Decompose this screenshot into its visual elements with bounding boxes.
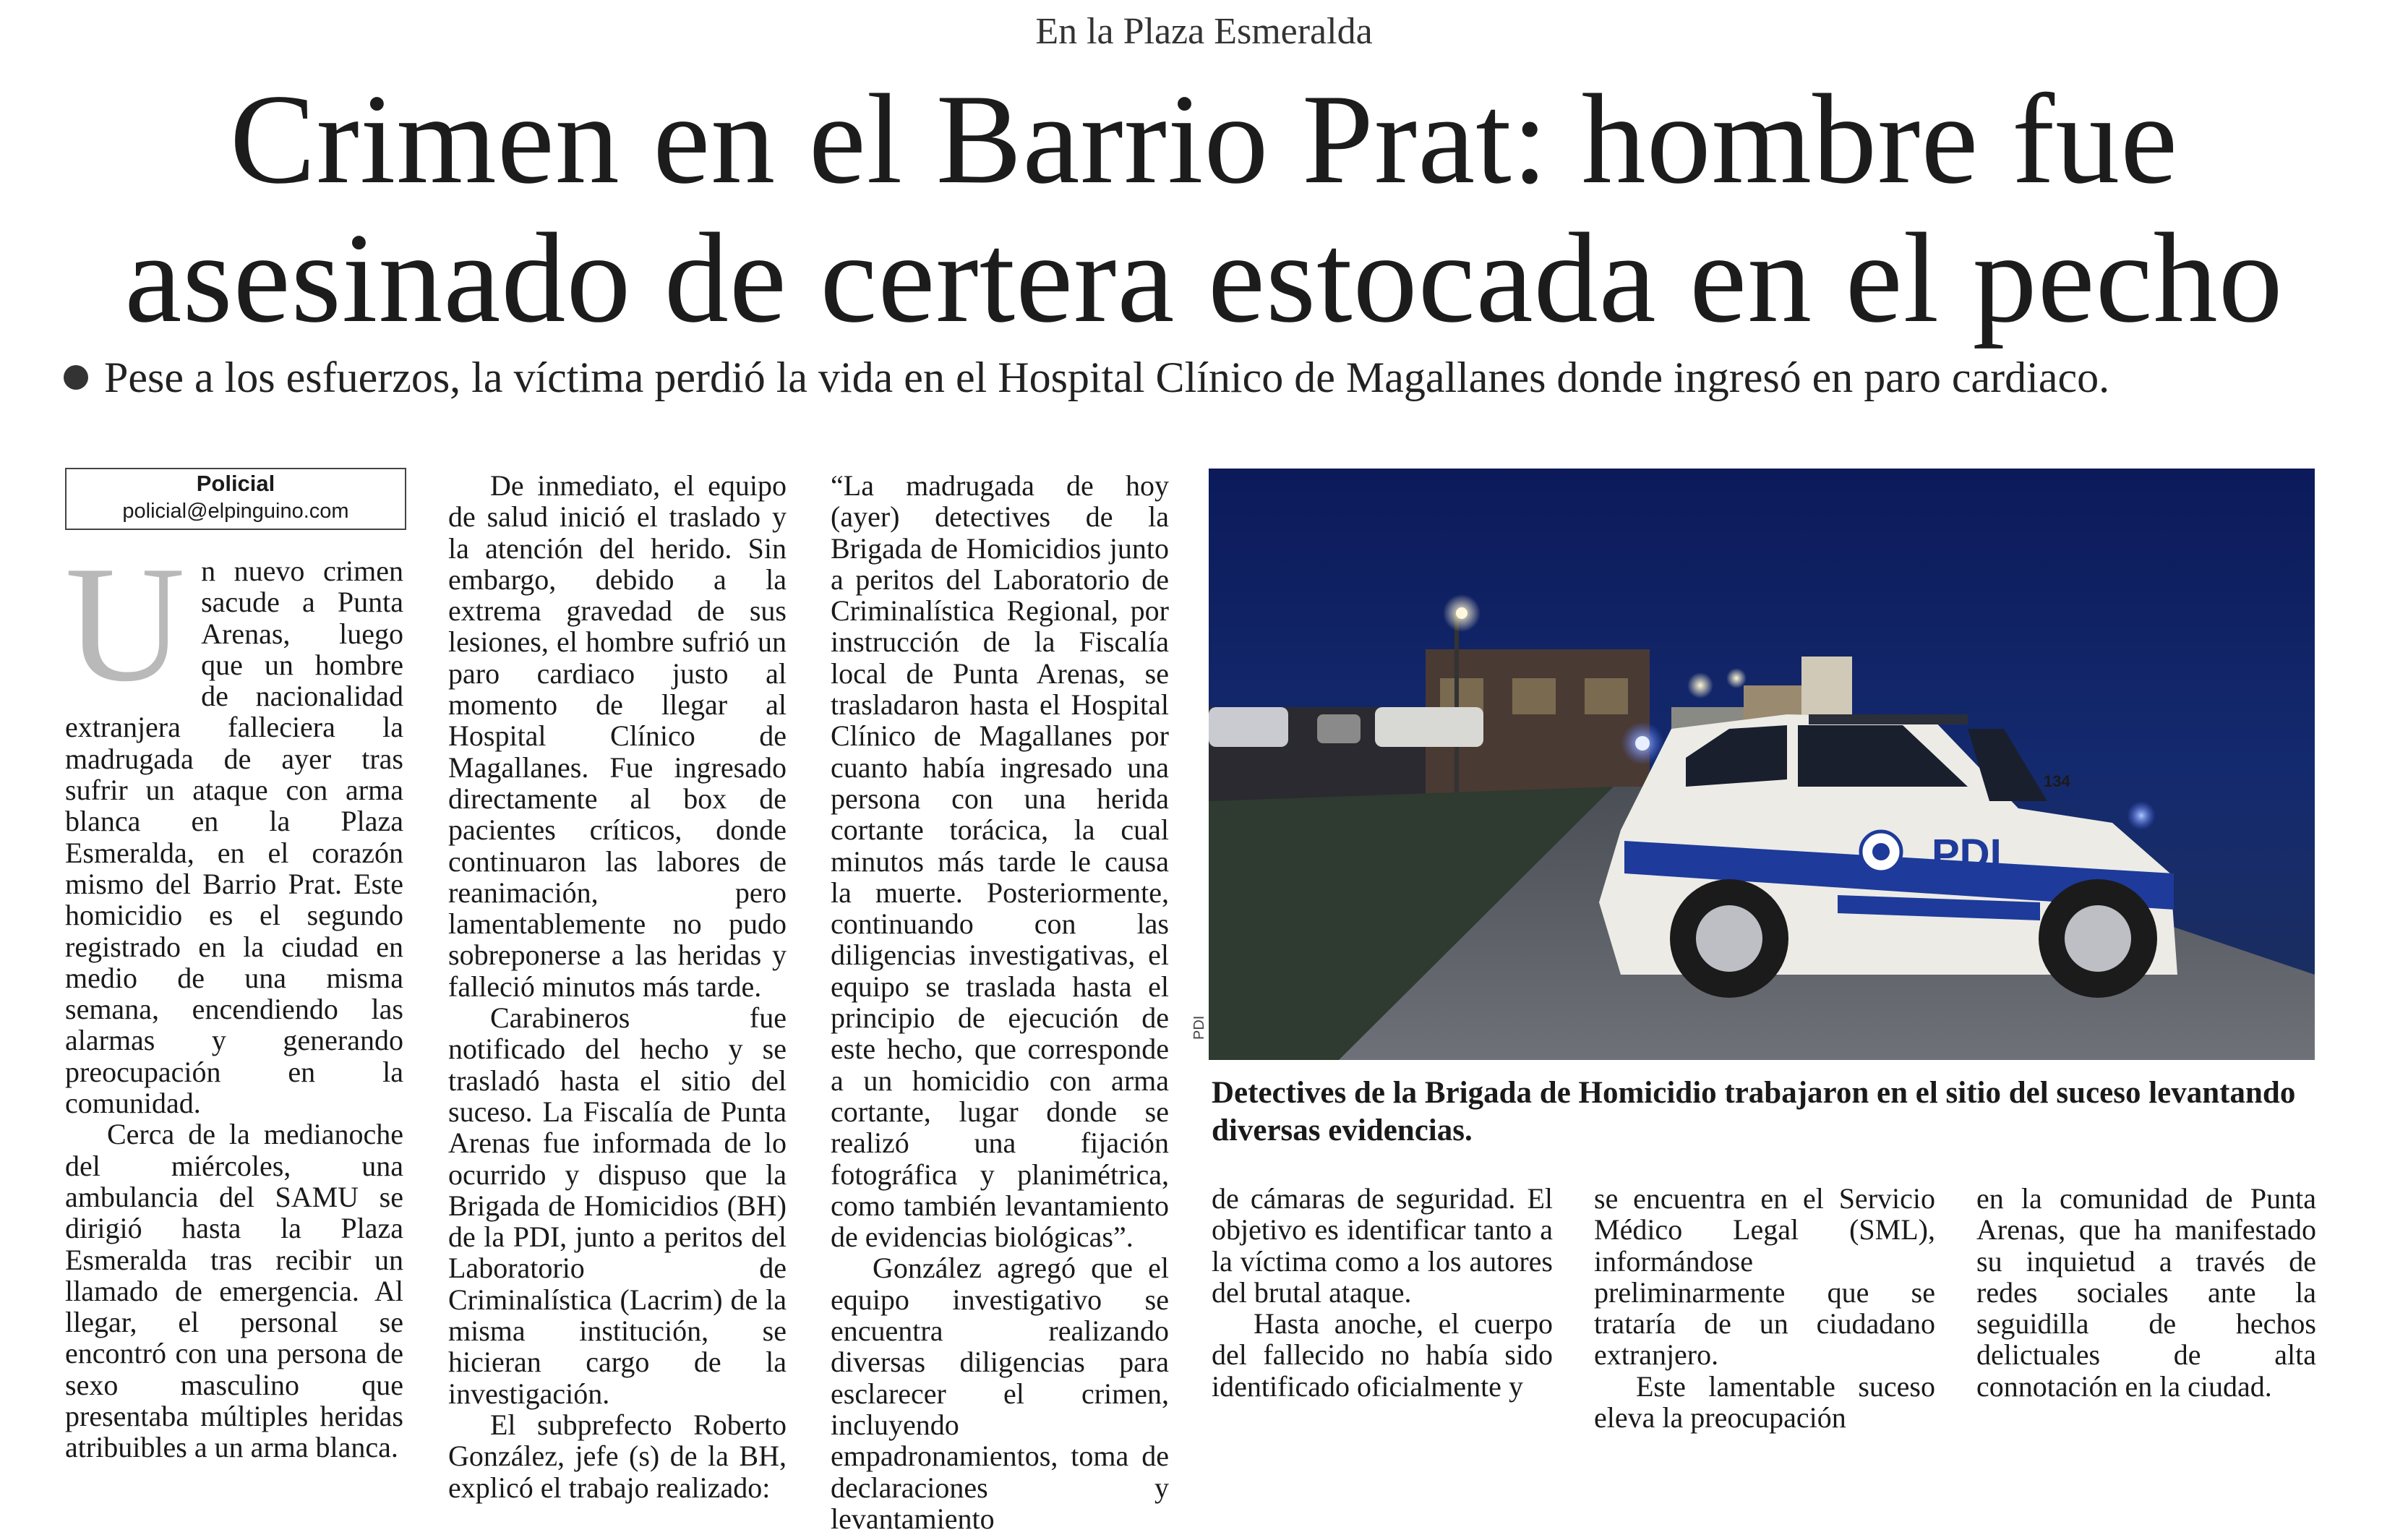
byline-box — [65, 468, 406, 530]
paragraph: Este lamentable suceso eleva la preocupación — [1594, 1369, 1935, 1434]
paragraph: n nuevo crimen sacude a Punta Arenas, luego que un hombre de nacionalidad extranjera falleciera la madrugada de ayer tras sufrir un ataque con arma blanca en la Plaza Esmeralda, en el corazón mismo del Barrio Prat. Este homicidio es el segundo registrado en la ciudad en medio de una misma semana, encendiendo las alarmas y generando preocupación en la comunidad. — [65, 555, 403, 1120]
paragraph: en la comunidad de Punta Arenas, que ha manifestado su inquietud a través de redes sociales ante la seguidilla de hechos delictuales de alta connotación en la ciudad. — [1976, 1182, 2316, 1403]
paragraph: Hasta anoche, el cuerpo del fallecido no había sido identificado oficialmente y — [1212, 1307, 1553, 1403]
paragraph: “La madrugada de hoy (ayer) detectives de la Brigada de Homicidios junto a peritos del Laboratorio de Criminalística Regional, por instrucción de la Fiscalía local de Punta Arenas, se trasladaron hasta el Hospital Clínico de Magallanes por cuanto había ingresado una persona con una herida cortante torácica, la cual minutos más tarde le causa la muerte. Posteriormente, continuando con las diligencias investigativas, el equipo se traslada hasta el principio de ejecución de este hecho, que corresponde a un homicidio con arma cortante, lugar donde se realizó una fijación fotográfica y planimétrica, como también levantamiento de evidencias biológicas”. — [831, 469, 1169, 1254]
headline-line-1: Crimen en el Barrio Prat: hombre fue — [229, 67, 2179, 210]
subheadline — [64, 353, 2109, 403]
news-photo — [1209, 469, 2315, 1060]
vehicle-number: 134 — [2044, 772, 2070, 790]
subheadline-text: Pese a los esfuerzos, la víctima perdió la vida en el Hospital Clínico de Magallanes donde ingresó en paro cardiaco. — [104, 354, 2110, 401]
bullet-icon — [64, 365, 88, 390]
paragraph: González agregó que el equipo investigativo se encuentra realizando diversas diligencias para esclarecer el crimen, incluyendo empadronamientos, toma de declaraciones y levantamiento — [831, 1252, 1169, 1535]
kicker: En la Plaza Esmeralda — [1035, 11, 1373, 52]
paragraph: de cámaras de seguridad. El objetivo es identificar tanto a la víctima como a los autores del brutal ataque. — [1212, 1182, 1553, 1309]
article-column-3 — [831, 470, 1169, 1534]
headline-line-2: asesinado de certera estocada en el pecho — [124, 206, 2284, 349]
article-column-5 — [1594, 1183, 1935, 1433]
article-column-6 — [1976, 1183, 2316, 1402]
photo-credit: PDI — [1191, 1015, 1207, 1040]
paragraph: El subprefecto Roberto González, jefe (s) de la BH, explicó el trabajo realizado: — [448, 1408, 787, 1504]
paragraph: se encuentra en el Servicio Médico Legal (SML), informándose preliminarmente que se trataría de un ciudadano extranjero. — [1594, 1182, 1935, 1372]
byline-email: policial@elpinguino.com — [122, 500, 349, 523]
article-column-1 — [65, 531, 403, 1464]
byline-section: Policial — [196, 471, 275, 496]
drop-cap: U — [65, 531, 186, 716]
paragraph: Carabineros fue notificado del hecho y se trasladó hasta el sitio del suceso. La Fiscalía de Punta Arenas fue informada de lo ocurrido y dispuso que la Brigada de Homicidios (BH) de la PDI, junto a peritos del Laboratorio de Criminalística (Lacrim) de la misma institución, se hicieran cargo de la investigación. — [448, 1001, 787, 1410]
paragraph: Cerca de la medianoche del miércoles, una ambulancia del SAMU se dirigió hasta la Plaza Esmeralda tras recibir un llamado de emergencia. Al llegar, el personal se encontró con una persona de sexo masculino que presentaba múltiples heridas atribuibles a un arma blanca. — [65, 1118, 403, 1464]
photo-caption: Detectives de la Brigada de Homicidio trabajaron en el sitio del suceso levantando diversas evidencias. — [1212, 1076, 2296, 1147]
vehicle-pdi-text: PDI — [1932, 831, 2002, 878]
article-column-2 — [448, 470, 787, 1503]
paragraph: De inmediato, el equipo de salud inició el traslado y la atención del herido. Sin embargo, debido a la extrema gravedad de sus lesiones, el hombre sufrió un paro cardiaco justo al momento de llegar al Hospital Clínico de Magallanes. Fue ingresado directamente al box de pacientes críticos, donde continuaron las labores de reanimación, pero lamentablemente no pudo sobreponerse a las heridas y falleció minutos más tarde. — [448, 469, 787, 1003]
headline — [43, 69, 2365, 347]
article-column-4 — [1212, 1183, 1553, 1402]
